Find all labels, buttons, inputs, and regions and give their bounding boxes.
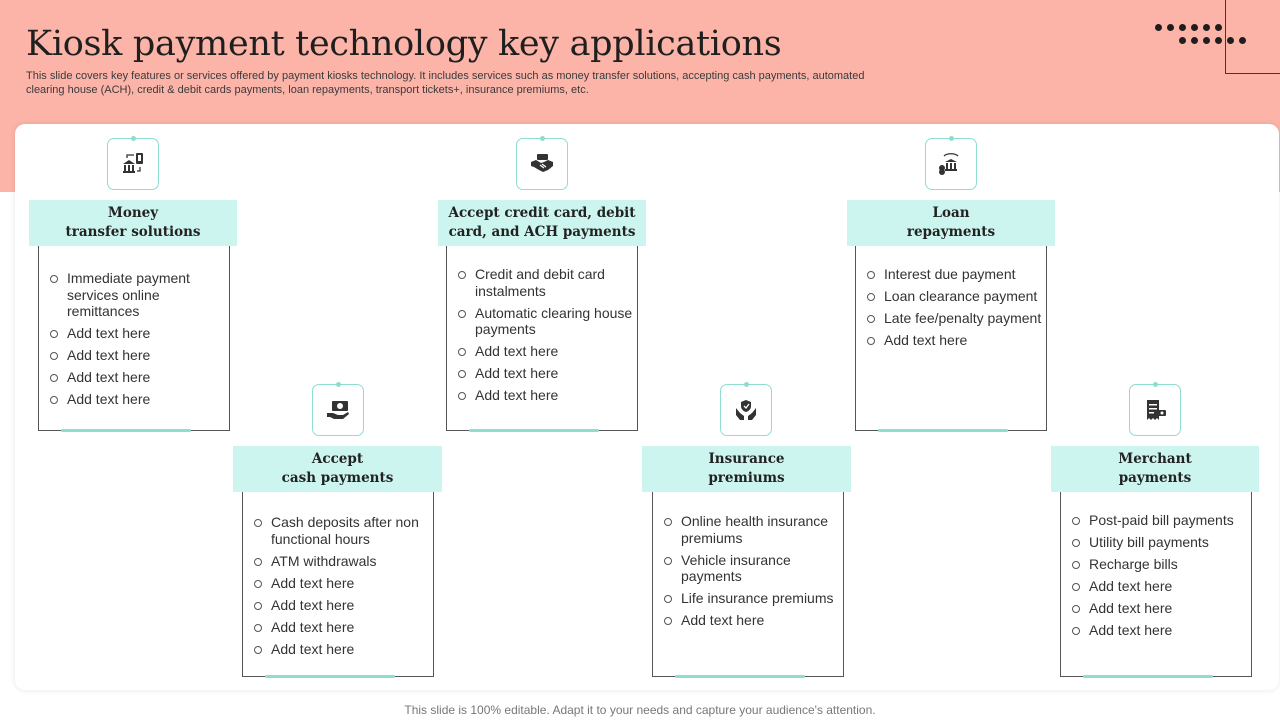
list-item: Add text here [243,641,433,658]
list-item: Automatic clearing house payments [447,305,637,338]
accent-line [61,429,191,432]
merchant-bill-icon [1129,384,1181,436]
card-box [1060,492,1252,677]
loan-bank-icon [925,138,977,190]
list-item: Add text here [856,332,1046,349]
list-item: ATM withdrawals [243,553,433,570]
card-box [446,246,638,431]
footer-note: This slide is 100% editable. Adapt it to your needs and capture your audience's attention. [404,703,876,717]
list-item: Add text here [39,347,229,364]
list-item: Life insurance premiums [653,590,843,607]
accent-line [265,675,395,678]
accent-line [675,675,805,678]
list-item: Add text here [653,612,843,629]
list-item: Add text here [243,619,433,636]
list-item: Interest due payment [856,266,1046,283]
insurance-hands-icon [720,384,772,436]
list-item: Add text here [447,343,637,360]
list-item: Credit and debit card instalments [447,266,637,299]
handshake-card-icon [516,138,568,190]
list-item: Vehicle insurance payments [653,552,843,585]
bullet-list [856,246,1046,349]
list-item: Add text here [243,597,433,614]
list-item: Add text here [447,365,637,382]
bullet-list [447,246,637,404]
list-item: Add text here [243,575,433,592]
card-heading: Accept cash payments [233,446,442,492]
list-item: Recharge bills [1061,556,1251,573]
corner-decoration [1225,0,1280,74]
bank-transfer-icon [107,138,159,190]
list-item: Late fee/penalty payment [856,310,1046,327]
slide-subtitle: This slide covers key features or services offered by payment kiosks technology. It includes services such as money transfer solutions, accepting cash payments, automated clearing house (ACH), credit & debit cards payments, loan repayments, transport tickets+, insurance premiums, etc. [26,70,865,96]
accent-line [1083,675,1213,678]
card-box [855,246,1047,431]
list-item: Add text here [39,325,229,342]
list-item: Utility bill payments [1061,534,1251,551]
list-item: Add text here [39,391,229,408]
list-item: Add text here [1061,622,1251,639]
accent-line [878,429,1008,432]
accent-line [469,429,599,432]
card-heading: Money transfer solutions [29,200,237,246]
list-item: Add text here [1061,578,1251,595]
list-item: Loan clearance payment [856,288,1046,305]
bullet-list [243,492,433,657]
card-heading: Loan repayments [847,200,1055,246]
list-item: Online health insurance premiums [653,513,843,546]
bullet-list [1061,492,1251,639]
list-item: Add text here [1061,600,1251,617]
bullet-list [39,246,229,408]
card-heading: Insurance premiums [642,446,851,492]
card-box [242,492,434,677]
card-heading: Accept credit card, debit card, and ACH payments [438,200,646,246]
list-item: Cash deposits after non functional hours [243,514,433,547]
bullet-list [653,492,843,629]
list-item: Post-paid bill payments [1061,512,1251,529]
list-item: Immediate payment services online remittances [39,270,229,320]
cash-hand-icon [312,384,364,436]
card-box [652,492,844,677]
card-heading: Merchant payments [1051,446,1259,492]
slide-title: Kiosk payment technology key applications [26,24,782,64]
list-item: Add text here [39,369,229,386]
card-box [38,246,230,431]
list-item: Add text here [447,387,637,404]
